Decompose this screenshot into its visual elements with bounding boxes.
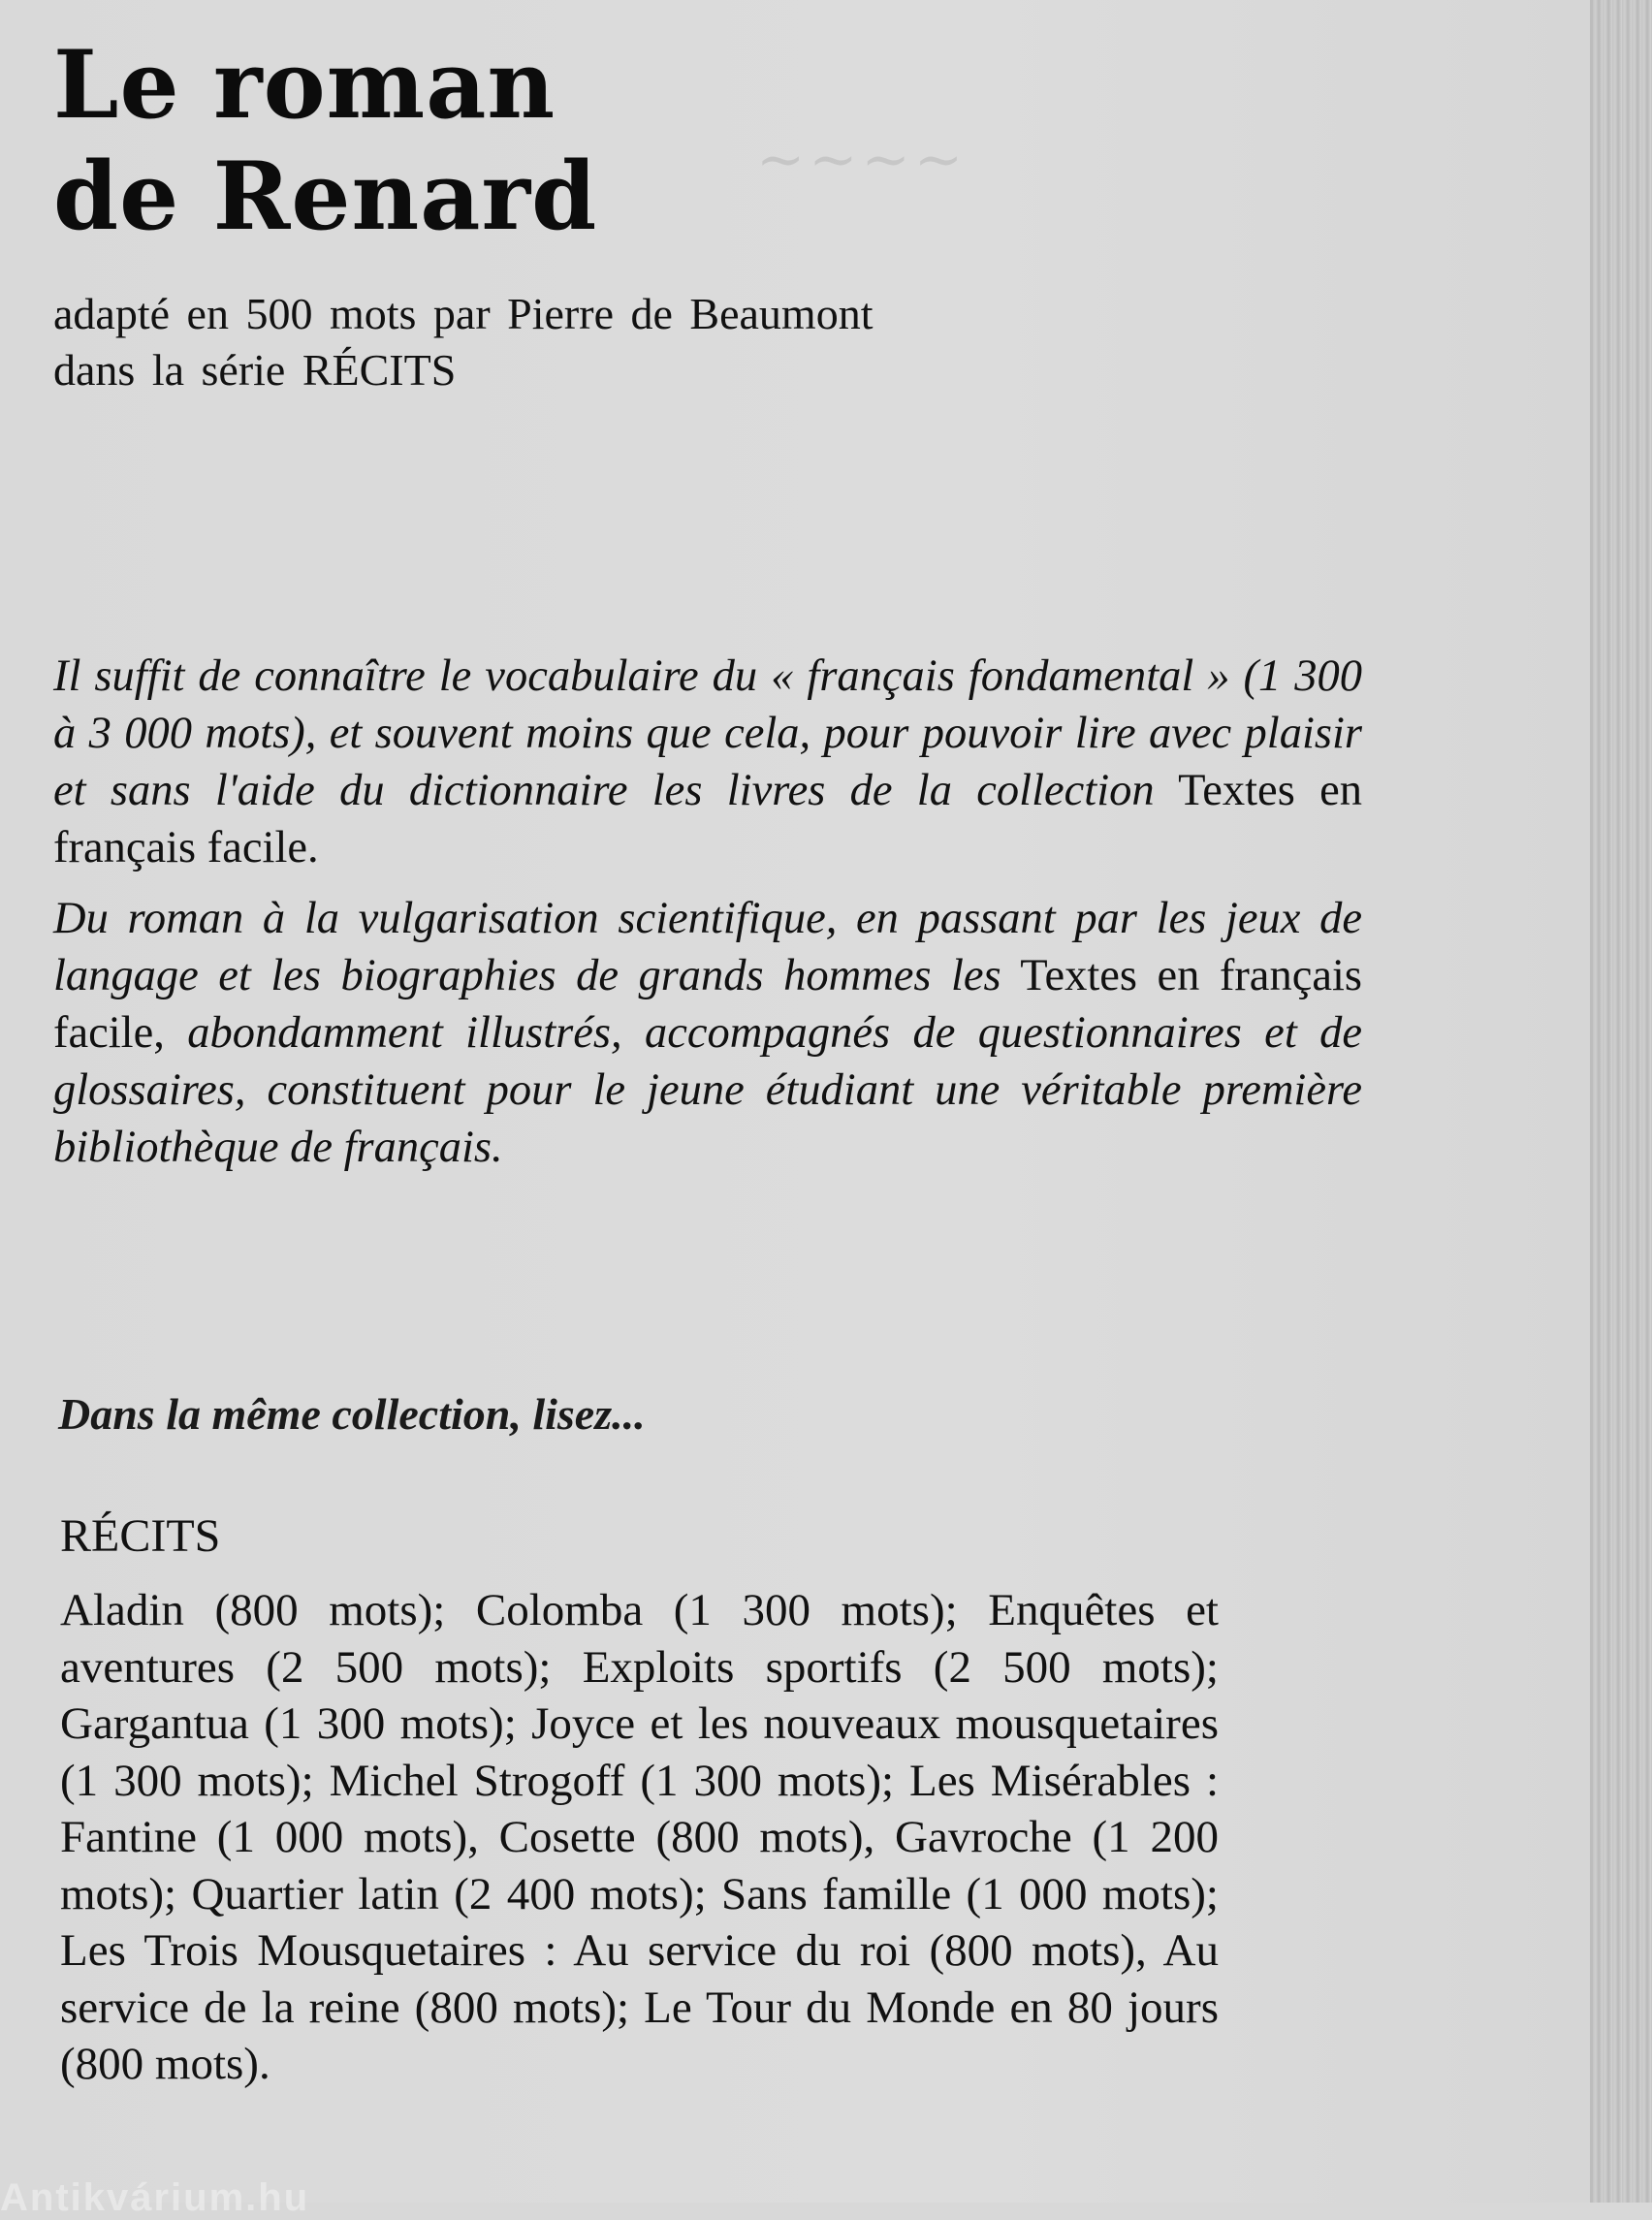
book-title-line-1: Le roman	[53, 30, 556, 140]
book-title-line-2: de Renard	[53, 142, 598, 251]
subtitle-line-1: adapté en 500 mots par Pierre de Beaumont	[53, 289, 874, 338]
description-paragraph-2	[53, 890, 1362, 1176]
series-heading: RÉCITS	[60, 1510, 221, 1562]
paragraph-2-italic-text-b: abondamment illustrés, accompagnés de questionnaires et de glossaires, constituent pour le jeune étudiant une véritable première bibliothèque de français.	[53, 1008, 1363, 1172]
series-titles-list: Aladin (800 mots); Colomba (1 300 mots); Enquêtes et aventures (2 500 mots); Exploits sportifs (2 500 mots); Gargantua (1 300 mots); Joyce et les nouveaux mousquetaires (1 300 mots); Michel Strogoff (1 300 mots); Les Misérables : Fantine (1 000 mots), Cosette (800 mots), Gavroche (1 200 mots); Quartier latin (2 400 mots); Sans famille (1 000 mots); Les Trois Mousquetaires : Au service du roi (800 mots), Au service de la reine (800 mots); Le Tour du Monde en 80 jours (800 mots).	[60, 1585, 1219, 2089]
book-title	[53, 29, 597, 252]
description-paragraph-1	[53, 648, 1362, 876]
subtitle-line-2: dans la série RÉCITS	[53, 345, 457, 395]
pencil-mark: ~~~~	[756, 126, 968, 194]
watermark: Antikvárium.hu	[0, 2176, 310, 2219]
page-edge	[1590, 0, 1652, 2203]
collection-name-2: Textes en français facile,	[53, 951, 1362, 1058]
book-subtitle	[53, 286, 1314, 398]
collection-description	[53, 648, 1362, 1189]
collection-name: Textes en français facile.	[53, 766, 1362, 872]
same-collection-heading: Dans la même collection, lisez...	[58, 1389, 646, 1439]
paragraph-1-italic-text: Il suffit de connaître le vocabulaire du « français fondamental » (1 300 à 3 000 mots), et souvent moins que cela, pour pouvoir lire avec plaisir et sans l'aide du dictionnaire les livres de la collection	[53, 651, 1362, 815]
paragraph-2-italic-text-a: Du roman à la vulgarisation scientifique, en passant par les jeux de langage et les biographies de grands hommes les	[53, 894, 1362, 1000]
